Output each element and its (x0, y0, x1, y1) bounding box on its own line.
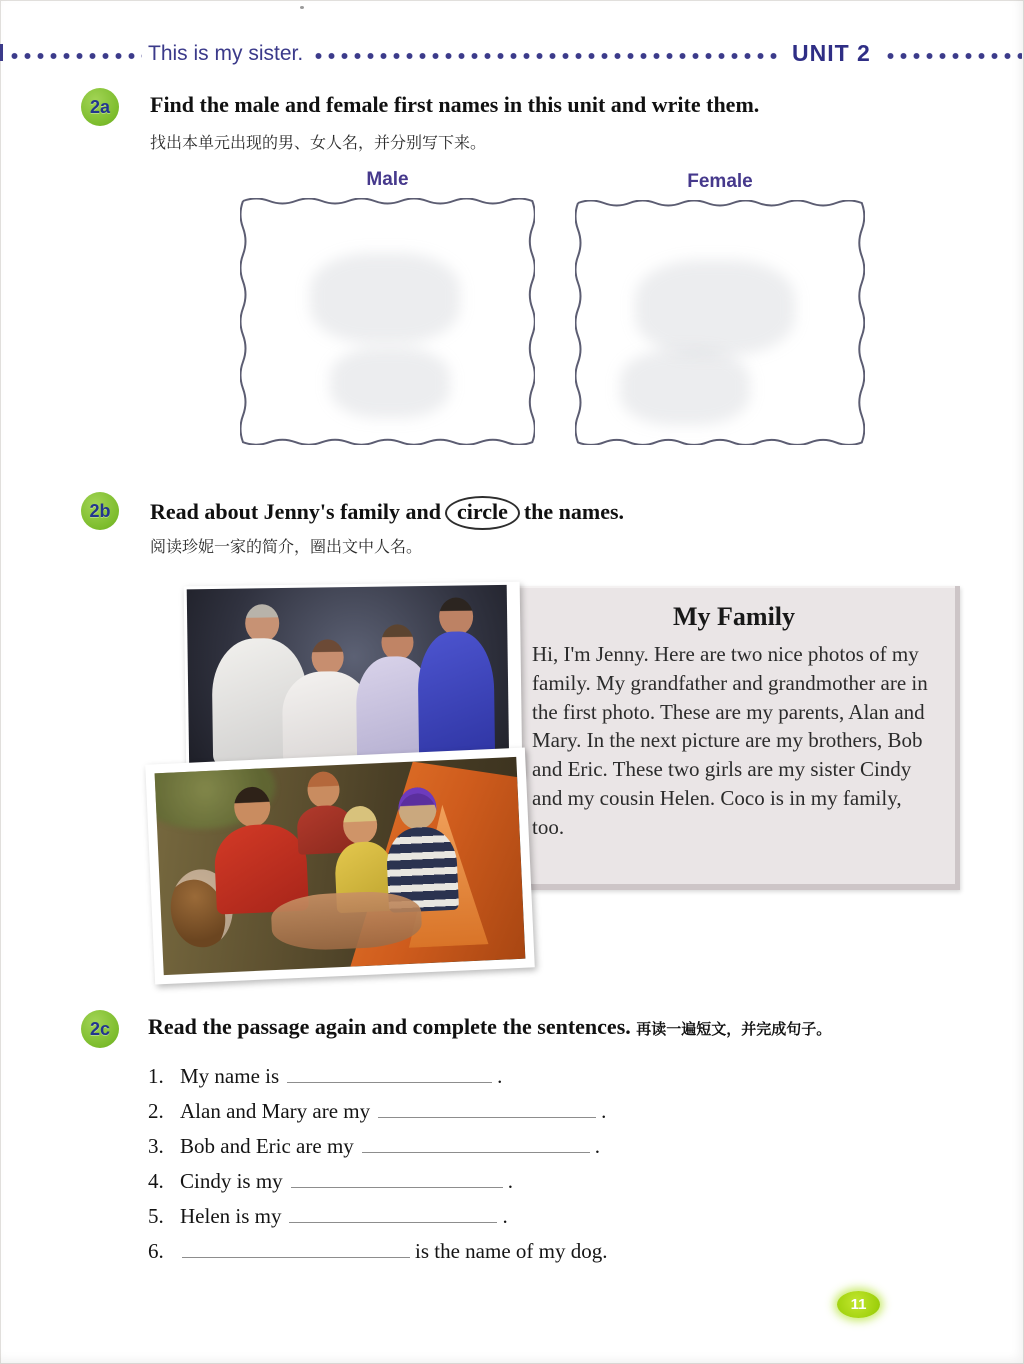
passage-body: Hi, I'm Jenny. Here are two nice photos of my family. My grandfather and grandmother are in the first photo. These are my parents, Alan and Mary. In the next picture are my brothers, Bob and Eric. These two girls are my sister Cindy and my cousin Helen. Coco is in my family, too. (532, 642, 928, 839)
sentence-text: Cindy is my (180, 1169, 283, 1193)
section-2c-instruction (148, 1014, 831, 1040)
section-badge-2b: 2b (81, 492, 119, 530)
lesson-title: This is my sister. (148, 42, 304, 65)
sentence-text: . (594, 1134, 601, 1158)
answer-blank (362, 1132, 590, 1153)
girl-blonde-head (342, 805, 378, 845)
sentence-5 (148, 1202, 848, 1237)
circled-word: circle (445, 496, 520, 530)
section-2a-instruction-zh: 找出本单元出现的男、女人名，并分别写下来。 (150, 135, 487, 152)
sentence-2 (148, 1097, 848, 1132)
sentence-number: 1. (148, 1064, 164, 1088)
passage-title: My Family (672, 602, 796, 631)
kid-back-head (307, 771, 341, 808)
section-2c-instruction-zh: 再读一遍短文，并完成句子。 (636, 1022, 832, 1038)
sentence-text: Helen is my (180, 1204, 282, 1228)
fill-in-sentences (148, 1062, 848, 1272)
answer-blank (289, 1202, 497, 1223)
section-badge-2c: 2c (81, 1010, 119, 1048)
female-box-label: Female (687, 171, 753, 192)
section-2c-instruction-en: Read the passage again and complete the sentences. (148, 1014, 631, 1039)
mother-figure (381, 624, 413, 660)
sentence-number: 4. (148, 1169, 164, 1193)
sentence-text: . (502, 1204, 508, 1228)
sentence-number: 5. (148, 1204, 164, 1228)
header-dotted-line (884, 50, 1022, 62)
sentence-text: . (507, 1169, 513, 1193)
family-photo-kids (145, 747, 535, 984)
sentence-6 (148, 1237, 848, 1272)
sentence-text: Alan and Mary are my (180, 1099, 371, 1123)
section-2b-instruction-en (150, 496, 624, 530)
answer-blank (378, 1097, 596, 1118)
bleed-through-artifact (635, 260, 795, 355)
sentence-text: . (497, 1064, 503, 1088)
answer-blank (291, 1167, 503, 1188)
grandfather-figure (245, 604, 280, 642)
father-shirt (417, 631, 495, 762)
sentence-number: 3. (148, 1134, 164, 1158)
male-answer-box (240, 198, 535, 445)
section-badge-2a: 2a (81, 88, 119, 126)
sentence-number: 6. (148, 1239, 164, 1263)
bleed-through-artifact (620, 350, 750, 425)
sentence-text: My name is (180, 1064, 280, 1088)
female-answer-box (575, 200, 865, 445)
bleed-through-artifact (330, 348, 450, 418)
page-number-badge: 11 (837, 1291, 880, 1318)
sentence-3 (148, 1132, 848, 1167)
section-2a-instruction-en: Find the male and female first names in this unit and write them. (150, 92, 760, 117)
header-left-tick (0, 44, 3, 61)
header-dotted-line (8, 50, 142, 62)
sentence-4 (148, 1167, 848, 1202)
sentence-text: . (601, 1099, 607, 1123)
grandmother-figure (311, 639, 343, 675)
header-dotted-line (312, 50, 780, 62)
instruction-text-after: the names. (523, 499, 625, 524)
male-box-label: Male (366, 169, 409, 190)
sentence-number: 2. (148, 1099, 164, 1123)
instruction-text-before: Read about Jenny's family and (150, 499, 441, 524)
answer-blank (287, 1062, 492, 1083)
answer-blank (182, 1237, 410, 1258)
reading-passage-card (508, 586, 960, 890)
section-2b-instruction-zh: 阅读珍妮一家的简介，圈出文中人名。 (150, 539, 423, 556)
sentence-1 (148, 1062, 848, 1097)
father-figure (439, 597, 474, 635)
scan-artifact-dot (300, 6, 304, 9)
sentence-text: Bob and Eric are my (180, 1134, 354, 1158)
unit-label: UNIT 2 (792, 40, 871, 66)
sentence-text: is the name of my dog. (415, 1239, 608, 1263)
bleed-through-artifact (310, 253, 460, 343)
